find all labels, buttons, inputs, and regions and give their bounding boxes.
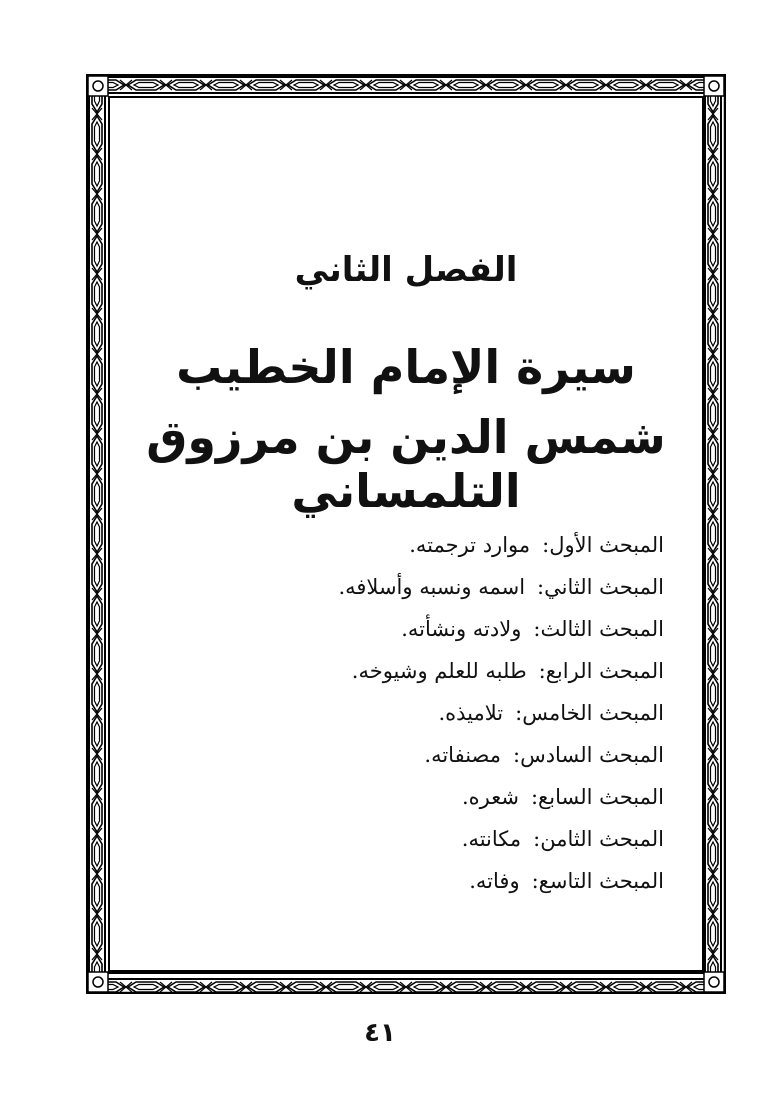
section-label: المبحث السادس: (513, 743, 664, 767)
section-item (144, 734, 664, 776)
chapter-title-line-1: سيرة الإمام الخطيب (176, 340, 636, 394)
section-item (144, 860, 664, 902)
section-item (144, 776, 664, 818)
section-item (144, 524, 664, 566)
section-label: المبحث الثالث: (533, 617, 664, 641)
section-text: ولادته ونشأته. (401, 617, 522, 641)
section-item (144, 692, 664, 734)
section-text: شعره. (461, 785, 519, 809)
section-item (144, 566, 664, 608)
section-text: تلاميذه. (438, 701, 504, 725)
section-label: المبحث الأول: (542, 533, 664, 557)
section-text: مصنفاته. (424, 743, 501, 767)
section-text: موارد ترجمته. (409, 533, 531, 557)
section-label: المبحث الخامس: (515, 701, 664, 725)
section-text: اسمه ونسبه وأسلافه. (338, 575, 526, 599)
section-text: مكانته. (461, 827, 522, 851)
section-label: المبحث الثاني: (537, 575, 664, 599)
section-label: المبحث التاسع: (531, 869, 664, 893)
section-label: المبحث الثامن: (533, 827, 664, 851)
section-label: المبحث السابع: (530, 785, 664, 809)
section-item (144, 650, 664, 692)
section-item (144, 608, 664, 650)
page-number: ٤١ (364, 1018, 396, 1048)
page-content (120, 100, 692, 960)
sections-list (144, 524, 664, 902)
section-text: وفاته. (469, 869, 520, 893)
chapter-heading: الفصل الثاني (294, 250, 518, 290)
chapter-title-line-2: شمس الدين بن مرزوق التلمساني (146, 410, 666, 518)
section-item (144, 818, 664, 860)
section-text: طلبه للعلم وشيوخه. (351, 659, 527, 683)
section-label: المبحث الرابع: (538, 659, 664, 683)
